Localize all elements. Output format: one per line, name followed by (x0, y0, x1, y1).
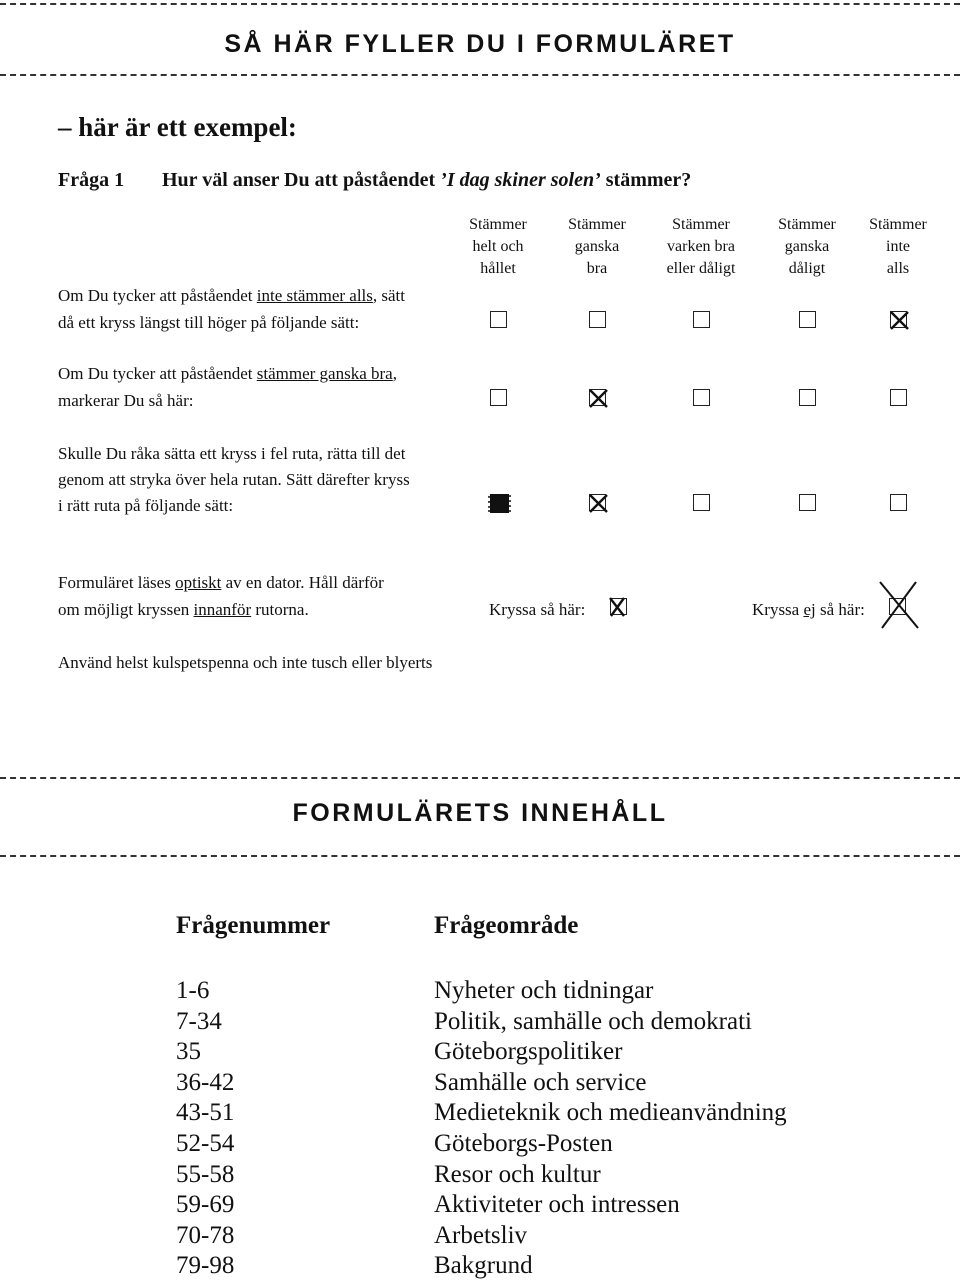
cross-icon (889, 310, 910, 331)
row-range: 55-58 (176, 1160, 235, 1188)
example1-text: Om Du tycker att påståendet (58, 286, 253, 305)
scale-header-line: alls (886, 260, 910, 277)
scale-header-line: ganska (574, 238, 620, 255)
good-cross-icon (609, 597, 630, 618)
question-label: Fråga 1 (58, 169, 125, 191)
question-suffix: stämmer? (605, 169, 692, 191)
scribble-icon (489, 493, 510, 514)
row-area: Politik, samhälle och demokrati (434, 1007, 752, 1035)
scale-header-2 (542, 214, 652, 280)
scale-header-line: varken bra (667, 238, 735, 255)
row-range: 7-34 (176, 1007, 222, 1035)
bad-label-a: Kryssa (752, 600, 800, 619)
example2-line2: markerar Du så här: (58, 391, 194, 410)
row-area: Medieteknik och medieanvändning (434, 1099, 787, 1127)
top-divider (0, 3, 960, 5)
ocr-text-a: Formuläret läses (58, 573, 171, 592)
bad-label-underlined: ej (803, 600, 816, 619)
row-area: Arbetsliv (434, 1221, 528, 1249)
scale-header-line: dåligt (788, 260, 826, 277)
scale-header-line: Stämmer (469, 216, 527, 233)
row-area: Bakgrund (434, 1252, 533, 1280)
row-range: 36-42 (176, 1068, 235, 1096)
row-area: Resor och kultur (434, 1160, 601, 1188)
scale-header-line: inte (886, 238, 910, 255)
question-prefix: Hur väl anser Du att påståendet (162, 169, 436, 191)
example1-checkbox-5[interactable] (890, 311, 907, 328)
scale-header-line: ganska (784, 238, 830, 255)
row-area: Samhälle och service (434, 1068, 647, 1096)
example2-checkbox-3[interactable] (693, 389, 710, 406)
scale-header-1 (443, 214, 553, 280)
scale-header-line: hållet (480, 260, 516, 277)
scale-header-5 (843, 214, 953, 280)
example1-checkbox-1[interactable] (490, 311, 507, 328)
example3-line1: Skulle Du råka sätta ett kryss i fel ruta, rätta till det (58, 444, 406, 463)
row-range: 35 (176, 1038, 201, 1066)
example3-checkbox-1[interactable] (490, 494, 507, 511)
example1-checkbox-4[interactable] (799, 311, 816, 328)
row-range: 1-6 (176, 977, 210, 1004)
bad-cross-icon (876, 580, 922, 630)
ocr-line1 (58, 572, 384, 594)
question-statement: ’I dag skiner solen’ (440, 169, 601, 191)
scale-header-line: Stämmer (568, 216, 626, 233)
title-divider (0, 74, 960, 76)
cross-icon (588, 388, 609, 409)
row-area: Nyheter och tidningar (434, 977, 654, 1004)
example2-checkbox-2[interactable] (589, 389, 606, 406)
ocr-text-d: rutorna. (255, 600, 309, 619)
question-text (162, 169, 691, 192)
column-header-number: Frågenummer (176, 912, 331, 939)
example2-underlined: stämmer ganska bra (256, 364, 393, 383)
scale-header-line: Stämmer (869, 216, 927, 233)
example1-text-end: , sätt (372, 286, 405, 305)
example2-text-end: , (392, 364, 397, 383)
ocr-underlined-innanfor: innanför (193, 600, 252, 619)
contents-title: FORMULÄRETS INNEHÅLL (292, 799, 668, 827)
ocr-underlined-optiskt: optiskt (175, 573, 222, 592)
instructions-title: SÅ HÄR FYLLER DU I FORMULÄRET (224, 30, 736, 58)
row-area: Aktiviteter och intressen (434, 1191, 680, 1219)
example2-line1 (58, 363, 397, 385)
row-range: 52-54 (176, 1130, 235, 1157)
row-range: 59-69 (176, 1191, 235, 1219)
scale-header-line: Stämmer (672, 216, 730, 233)
example1-checkbox-3[interactable] (693, 311, 710, 328)
row-range: 70-78 (176, 1221, 235, 1249)
row-range: 43-51 (176, 1099, 235, 1127)
ocr-line2 (58, 599, 309, 621)
pen-note: Använd helst kulspetspenna och inte tusch eller blyerts (58, 653, 433, 672)
example1-checkbox-2[interactable] (589, 311, 606, 328)
example3-checkbox-5[interactable] (890, 494, 907, 511)
example2-checkbox-5[interactable] (890, 389, 907, 406)
row-area: Göteborgs-Posten (434, 1130, 613, 1157)
row-area: Göteborgspolitiker (434, 1038, 623, 1066)
example3-checkbox-2[interactable] (589, 494, 606, 511)
bad-label-b: så här: (820, 600, 865, 619)
good-example-checkbox (610, 598, 627, 615)
scale-header-3 (646, 214, 756, 280)
example3-line2: genom att stryka över hela rutan. Sätt därefter kryss (58, 470, 410, 489)
ocr-text-c: om möjligt kryssen (58, 600, 190, 619)
good-example-label: Kryssa så här: (489, 600, 586, 619)
scale-header-line: Stämmer (778, 216, 836, 233)
example1-underlined: inte stämmer alls (256, 286, 373, 305)
ocr-text-b: av en dator. Håll därför (225, 573, 384, 592)
example3-checkbox-4[interactable] (799, 494, 816, 511)
scale-header-line: bra (586, 260, 608, 277)
contents-divider-top (0, 777, 960, 779)
example2-checkbox-1[interactable] (490, 389, 507, 406)
bad-example-label (752, 599, 865, 621)
example-heading: – här är ett exempel: (58, 112, 297, 142)
example3-line3: i rätt ruta på följande sätt: (58, 496, 234, 515)
scale-header-line: helt och (472, 238, 524, 255)
cross-icon (588, 493, 609, 514)
column-header-area: Frågeområde (434, 912, 579, 939)
example1-line1 (58, 285, 405, 307)
example2-text: Om Du tycker att påståendet (58, 364, 253, 383)
scale-header-line: eller dåligt (666, 260, 736, 277)
example2-checkbox-4[interactable] (799, 389, 816, 406)
example3-checkbox-3[interactable] (693, 494, 710, 511)
row-range: 79-98 (176, 1252, 235, 1280)
contents-divider-bottom (0, 855, 960, 857)
example1-line2: då ett kryss längst till höger på följande sätt: (58, 313, 360, 332)
